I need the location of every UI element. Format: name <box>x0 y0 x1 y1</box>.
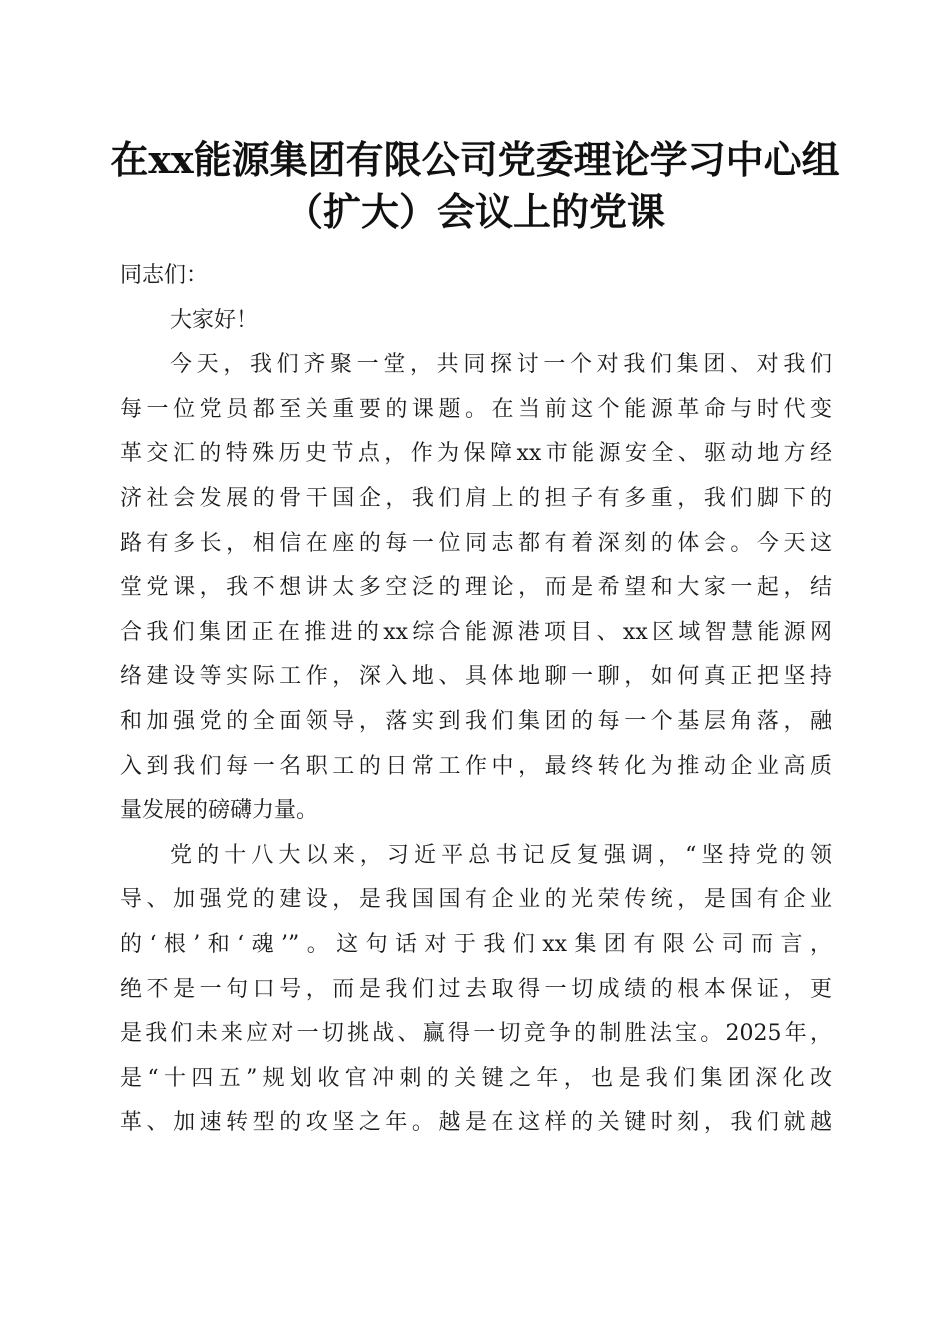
paragraph-line: 绝不是一句口号，而是我们过去取得一切成绩的根本保证，更 <box>120 976 832 1002</box>
paragraph-line: 合我们集团正在推进的xx综合能源港项目、xx区域智慧能源网 <box>120 619 832 645</box>
paragraph-1 <box>120 343 832 834</box>
paragraph-line: 革、加速转型的攻坚之年。越是在这样的关键时刻，我们就越 <box>120 1110 832 1136</box>
paragraph-line: 和加强党的全面领导，落实到我们集团的每一个基层角落，融 <box>120 708 832 734</box>
paragraph-line: 是我们未来应对一切挑战、赢得一切竞争的制胜法宝。2025年， <box>120 1021 832 1047</box>
title-line-1: 在xx能源集团有限公司党委理论学习中心组 <box>110 137 840 182</box>
paragraph-line: 导、加强党的建设，是我国国有企业的光荣传统，是国有企业 <box>120 887 832 913</box>
paragraph-2 <box>120 834 832 1146</box>
paragraph-line: 革交汇的特殊历史节点，作为保障xx市能源安全、驱动地方经 <box>120 441 832 467</box>
document-body <box>120 254 832 1146</box>
greeting: 大家好！ <box>170 307 259 333</box>
title-line-2: （扩大）会议上的党课 <box>284 189 665 234</box>
paragraph-line: 入到我们每一名职工的日常工作中，最终转化为推动企业高质 <box>120 753 832 779</box>
paragraph-line: 络建设等实际工作，深入地、具体地聊一聊，如何真正把坚持 <box>120 664 832 690</box>
paragraph-line: 每一位党员都至关重要的课题。在当前这个能源革命与时代变 <box>120 396 832 422</box>
paragraph-line: 的‘根’和‘魂’”。这句话对于我们xx集团有限公司而言， <box>120 931 832 957</box>
paragraph-line: 量发展的磅礴力量。 <box>120 798 319 824</box>
paragraph-line: 济社会发展的骨干国企，我们肩上的担子有多重，我们脚下的 <box>120 485 832 511</box>
paragraph-line: 党的十八大以来，习近平总书记反复强调，“坚持党的领 <box>170 842 832 868</box>
paragraph-line: 堂党课，我不想讲太多空泛的理论，而是希望和大家一起，结 <box>120 575 832 601</box>
salutation: 同志们： <box>120 263 209 288</box>
document-title <box>110 134 840 238</box>
paragraph-line: 路有多长，相信在座的每一位同志都有着深刻的体会。今天这 <box>120 530 832 556</box>
paragraph-line: 今天，我们齐聚一堂，共同探讨一个对我们集团、对我们 <box>170 352 832 378</box>
paragraph-line: 是“十四五”规划收官冲刺的关键之年，也是我们集团深化改 <box>120 1065 832 1091</box>
